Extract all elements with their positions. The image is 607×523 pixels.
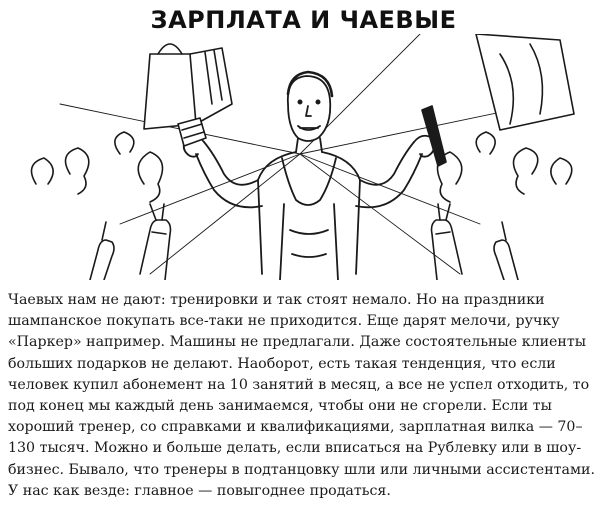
article-body: Чаевых нам не дают: тренировки и так стоят немало. Но на праздники шампанское покупать все-таки не приходится. Еще дарят мелочи, ручку «Паркер» например. Машины не предлагали. Даже состоятельные клиенты больших подарков не делают. Наоборот, есть такая тенденция, что если человек купил абонемент на 10 занятий в месяц, а все не успел отходить, то под конец мы каждый день занимаемся, чтобы они не сгорели. Если ты хороший тренер, со справками и квалификациями, зарплатная вилка — 70–130 тысяч. Можно и больше делать, если вписаться на Рублевку или в шоу-бизнес. Бывало, что тренеры в подтанцовку шли или личными ассистентами. У нас как везде: главное — повыгоднее продаться. — [8, 292, 595, 499]
champagne-bottle-icon — [494, 148, 572, 280]
trainer-figure — [184, 72, 435, 280]
shopping-bag-icon — [144, 44, 232, 129]
gift-box-icon — [476, 34, 574, 130]
champagne-bottle-icon — [32, 132, 171, 280]
radiating-lines — [60, 34, 540, 274]
champagne-bottle-icon — [66, 148, 115, 280]
cash-bundle-icon — [178, 118, 206, 146]
article-heading: ЗАРПЛАТА И ЧАЕВЫЕ — [150, 6, 457, 34]
trainer-illustration — [0, 34, 607, 280]
